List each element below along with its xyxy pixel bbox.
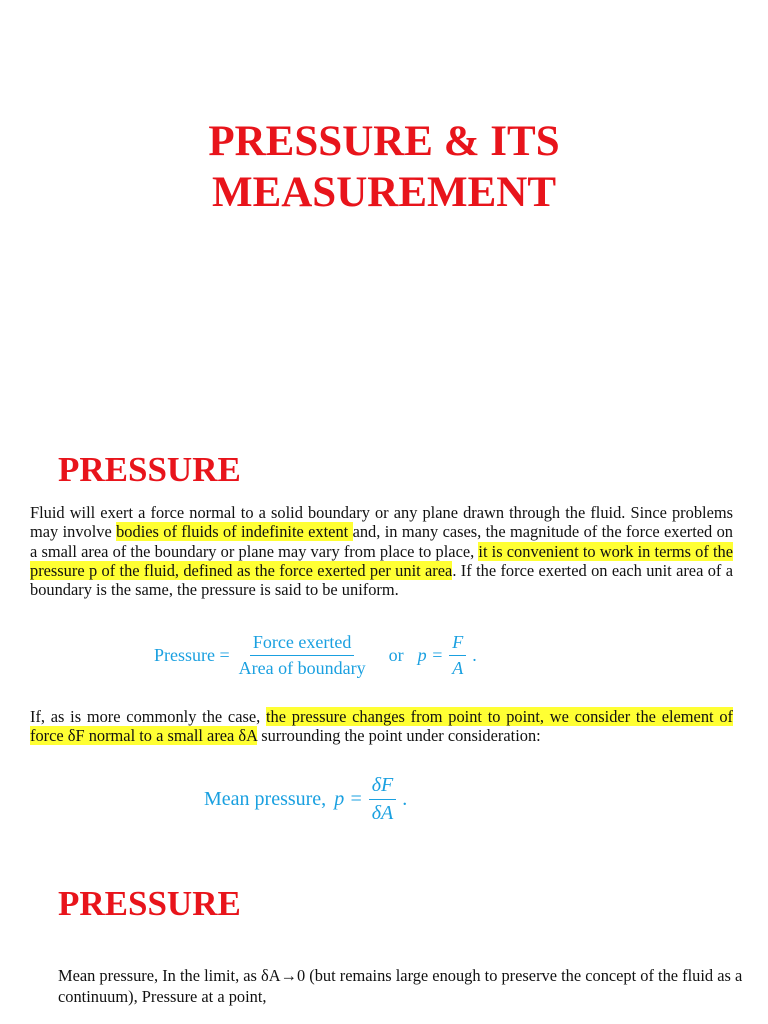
text-segment: If, as is more commonly the case, <box>30 707 266 726</box>
formula-dot: . <box>472 645 477 665</box>
fraction-numerator: F <box>449 632 466 656</box>
formula-p-equals: p = <box>334 788 363 810</box>
fraction-numerator: Force exerted <box>250 632 354 656</box>
fraction-force-area <box>236 632 369 679</box>
text-segment: and, in many cases, the magnitude of the force exerted on a small area of the boundary or plane may vary from place to place, <box>30 522 733 561</box>
highlight-pressure-definition: it is convenient to work in terms of the pressure p of the fluid, defined as the force exerted per unit area <box>30 541 733 580</box>
fraction-numerator: δF <box>369 774 397 800</box>
section-heading-pressure-1: PRESSURE <box>58 450 241 489</box>
formula-mean-pressure <box>204 774 407 825</box>
formula-lhs: Pressure = <box>154 645 230 665</box>
text-segment: . If the force exerted on each unit area of a boundary is the same, the pressure is said to be uniform. <box>30 560 734 600</box>
highlight-indefinite-extent: bodies of fluids of indefinite extent <box>116 522 353 542</box>
formula-dot: . <box>402 788 408 810</box>
paragraph-element-of-force <box>30 707 733 746</box>
page-title <box>0 116 768 218</box>
formula-lhs: Mean pressure, <box>204 788 327 810</box>
fraction-denominator: A <box>452 658 464 678</box>
paragraph-pressure-at-point: Mean pressure, In the limit, as δA→0 (but remains large enough to preserve the concept of the fluid as a continuum), Pressure at a point, <box>58 966 743 1006</box>
title-line-1: PRESSURE & ITS <box>208 118 560 165</box>
formula-or: or <box>388 645 404 665</box>
formula-p-equals: p = <box>417 645 444 665</box>
section-heading-pressure-2: PRESSURE <box>58 884 241 923</box>
fraction-deltaf-over-deltaa <box>369 774 397 825</box>
text-segment: surrounding the point under consideration: <box>257 726 541 746</box>
text-segment: Fluid will exert a force normal to a solid boundary or any plane drawn through the fluid. Since problems may involve <box>30 503 733 542</box>
formula-pressure <box>154 632 477 679</box>
highlight-pressure-changes: the pressure changes from point to point, we consider the element of force δF normal to a small area δA <box>30 707 733 746</box>
title-line-2: MEASUREMENT <box>211 169 557 216</box>
fraction-denominator: Area of boundary <box>238 658 366 678</box>
paragraph-pressure-definition <box>30 503 733 599</box>
fraction-f-over-a <box>449 632 466 679</box>
fraction-denominator: δA <box>371 802 394 824</box>
